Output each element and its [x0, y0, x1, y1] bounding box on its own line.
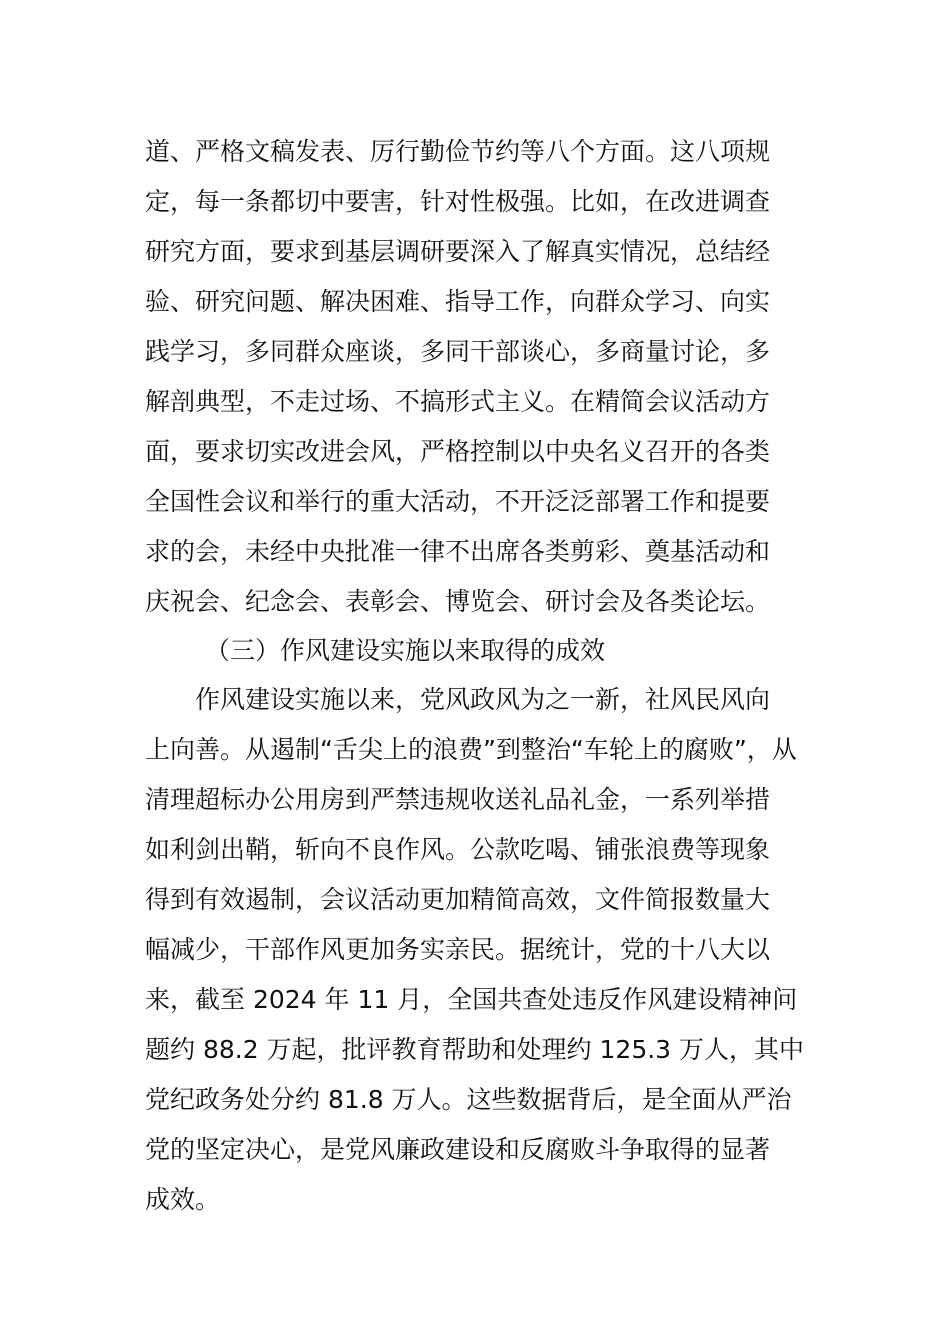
text-line: 研究方面，要求到基层调研要深入了解真实情况，总结经 — [145, 237, 771, 266]
text-line: 解剖典型，不走过场、不搞形式主义。在精简会议活动方 — [145, 387, 771, 416]
text-line: 践学习，多同群众座谈，多同干部谈心，多商量讨论，多 — [145, 337, 771, 366]
text-line: 面，要求切实改进会风，严格控制以中央名义召开的各类 — [145, 437, 771, 466]
text-line: 来，截至 2024 年 11 月，全国共查处违反作风建设精神问 — [145, 985, 798, 1014]
text-line: 题约 88.2 万起，批评教育帮助和处理约 125.3 万人，其中 — [145, 1035, 805, 1064]
text-line: 党的坚定决心，是党风廉政建设和反腐败斗争取得的显著 — [145, 1135, 771, 1164]
text-line: 上向善。从遏制“舌尖上的浪费”到整治“车轮上的腐败”，从 — [145, 735, 797, 764]
paragraph-first-line: 作风建设实施以来，党风政风为之一新，社风民风向 — [195, 685, 771, 714]
text-line: 成效。 — [145, 1185, 221, 1214]
text-line: 全国性会议和举行的重大活动，不开泛泛部署工作和提要 — [145, 487, 771, 516]
text-line: 清理超标办公用房到严禁违规收送礼品礼金，一系列举措 — [145, 785, 771, 814]
text-line: 庆祝会、纪念会、表彰会、博览会、研讨会及各类论坛。 — [145, 587, 771, 616]
text-line: 求的会，未经中央批准一律不出席各类剪彩、奠基活动和 — [145, 537, 771, 566]
text-line: 幅减少，干部作风更加务实亲民。据统计，党的十八大以 — [145, 935, 771, 964]
text-line: 如利剑出鞘，斩向不良作风。公款吃喝、铺张浪费等现象 — [145, 835, 771, 864]
text-line: 定，每一条都切中要害，针对性极强。比如，在改进调查 — [145, 187, 771, 216]
text-line: 验、研究问题、解决困难、指导工作，向群众学习、向实 — [145, 287, 771, 316]
text-line: 党纪政务处分约 81.8 万人。这些数据背后，是全面从严治 — [145, 1085, 792, 1114]
text-line: 得到有效遏制，会议活动更加精简高效，文件简报数量大 — [145, 885, 771, 914]
text-line: 道、严格文稿发表、厉行勤俭节约等八个方面。这八项规 — [145, 137, 771, 166]
section-heading: （三）作风建设实施以来取得的成效 — [205, 636, 606, 665]
